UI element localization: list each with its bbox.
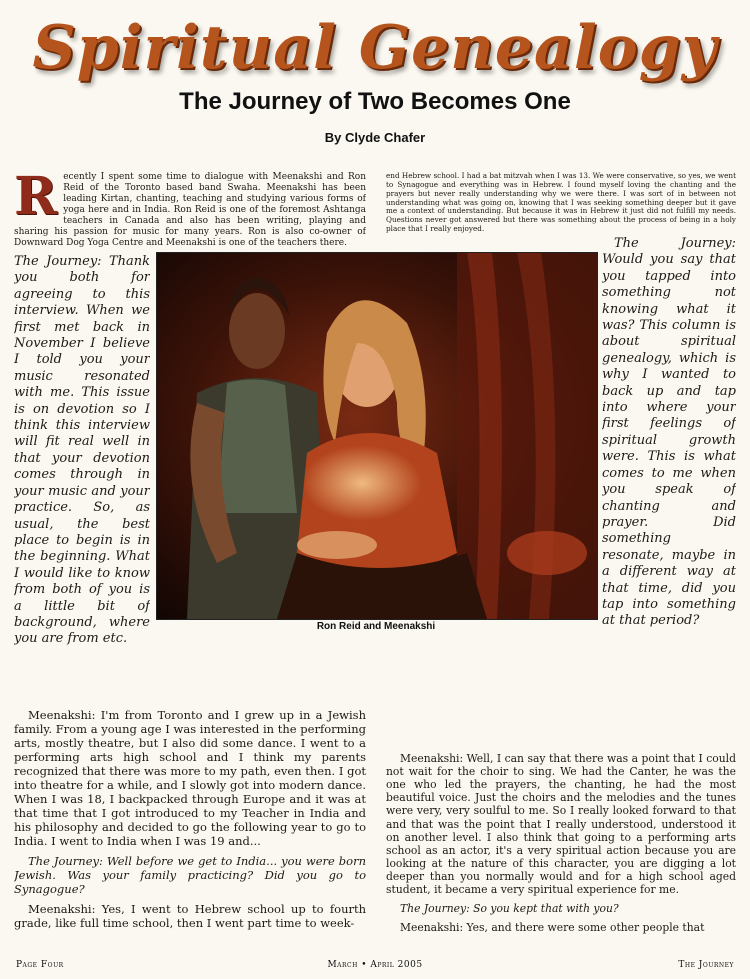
article-subtitle: The Journey of Two Becomes One <box>179 88 571 115</box>
article-photo <box>156 252 598 620</box>
photo-illustration <box>157 253 597 619</box>
right-column-bottom <box>386 752 736 952</box>
footer-center: March • April 2005 <box>327 960 423 970</box>
intro-paragraph: ecently I spent some time to dialogue with Meenakshi and Ron Reid of the Toronto based band Swaha. Meenakshi has been leading Kirtan, chanting, teaching and studying various forms of yoga here and in India. Ron Reid is one of the foremost Ashtanga teachers in Canada and also has been writing, playing and sharing his passion for music for many years. Ron is also co-owner of Downward Dog Yoga Centre and Meenakshi is one of the teachers there. <box>14 172 366 248</box>
left-column-top <box>14 172 366 250</box>
footer-right: The Journey <box>678 960 734 970</box>
left-column-narrow <box>14 254 150 700</box>
masthead-title: Spiritual Genealogy <box>32 13 718 83</box>
answer-four: Meenakshi: Yes, and there were some other people that <box>400 921 705 935</box>
byline: By Clyde Chafer <box>324 130 426 145</box>
right-column-narrow <box>602 236 736 742</box>
question-one: The Journey: Thank you both for agreeing to this interview. When we first met back in November I believe I told you your music resonated with me. This issue is on devotion so I think this interview will fit real well in that your devotion comes through in your music and your practice. So, as usual, the best place to begin is in the beginning. What I would like to know from both of you is a little bit of background, where you are from etc. <box>14 254 150 647</box>
photo-caption: Ron Reid and Meenakshi <box>316 621 436 632</box>
question-three: The Journey: Would you say that you tapped into something not knowing what it was? This column is about spiritual genealogy, which is why I wanted to back up and tap into where your first feelings of spiritual growth were. This is what comes to me when you speak of chanting and prayer. Did something resonate, maybe in a different way at that time, did you tap into something at that period? <box>602 236 736 629</box>
footer-left: Page Four <box>16 960 64 970</box>
left-column-bottom <box>14 708 366 952</box>
right-column-top <box>386 172 736 234</box>
question-four: The Journey: So you kept that with you? <box>400 902 619 916</box>
drop-cap: R <box>14 172 58 227</box>
answer-three: Meenakshi: Well, I can say that there was a point that I could not wait for the choir to sing. We had the Canter, he was the one who led the prayers, the chanting, he had the most beautiful voice. Just the choirs and the melodies and the tunes were very, very soulful to me. So I really looked forward to that and that was the point that I really understood, understood it on another level. I also think that going to a performing arts school as an actor, it's a very spiritual action because you are looking at the nature of this character, you are digging a lot deeper than you normally would and for a high school aged student, it became a very spiritual experience for me. <box>386 752 736 897</box>
answer-two-continued: end Hebrew school. I had a bat mitzvah when I was 13. We were conservative, so yes, we went to Synagogue and everything was in Hebrew. I found myself loving the chanting and the prayers but never really understanding why we were there. I was sort of in between not understanding what was going on, knowing that I was seeking something deeper but it gave me a context of understanding. But because it was in Hebrew it just did not fulfill my needs. Questions never got answered but there was something about the process of being in a holy place that I really enjoyed. <box>386 172 736 234</box>
answer-one: Meenakshi: I'm from Toronto and I grew up in a Jewish family. From a young age I was interested in the performing arts, mostly theatre, but I also did some dance. I went to a performing arts high school and I think my parents recognized that there was more to my path, even then. I got into theatre for a while, and I slowly got into modern dance. When I was 18, I backpacked through Europe and it was at that time that I got introduced to my Teacher in India and his philosophy and decided to go the following year to go to India. I went to India when I was 19 and... <box>14 708 366 849</box>
question-two: The Journey: Well before we get to India... you were born Jewish. Was your family practicing? Did you go to Synagogue? <box>14 854 366 897</box>
answer-two-start: Meenakshi: Yes, I went to Hebrew school up to fourth grade, like full time school, then I went part time to week- <box>14 902 366 931</box>
